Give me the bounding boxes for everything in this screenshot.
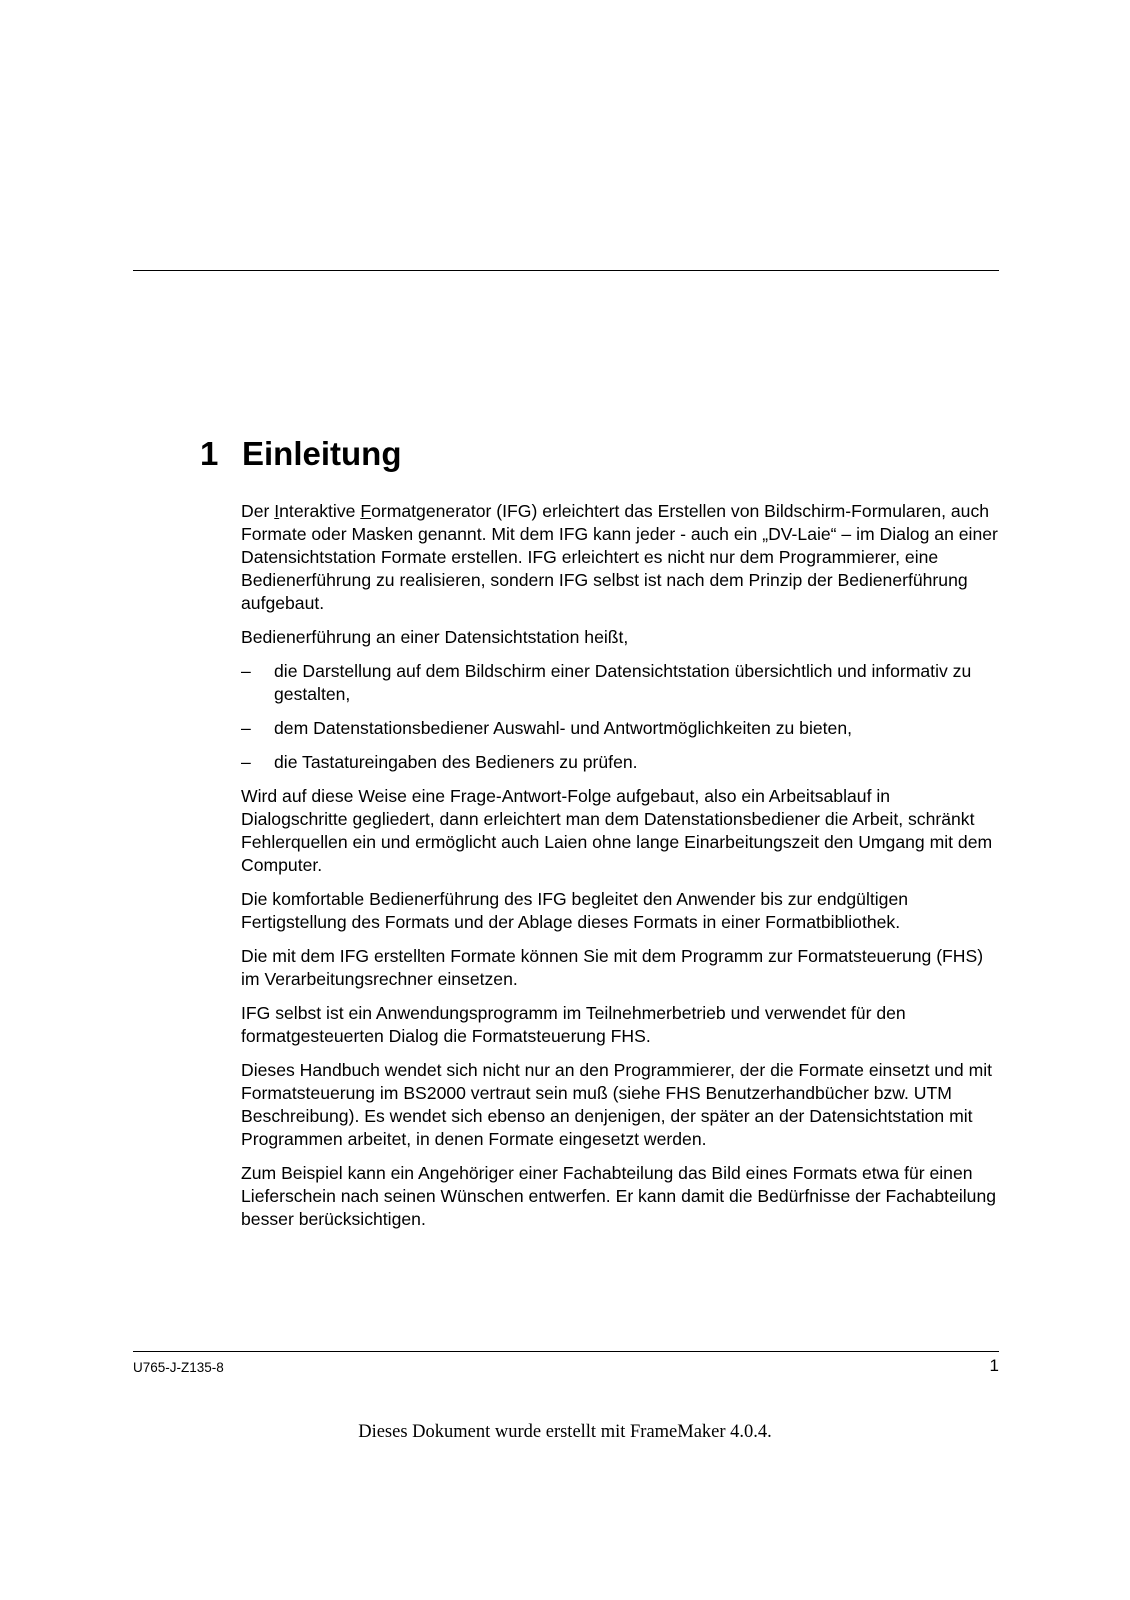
intro-paragraph <box>241 500 1001 615</box>
page-number: 1 <box>989 1356 999 1375</box>
body-paragraph: Die komfortable Bedienerführung des IFG begleitet den Anwender bis zur endgültigen Fertigstellung des Formats und der Ablage dieses Formats in einer Formatbibliothek. <box>241 889 909 932</box>
acronym-letter-i: I <box>274 501 280 521</box>
list-item <box>241 751 1001 774</box>
list-item-text: dem Datenstationsbediener Auswahl- und Antwortmöglichkeiten zu bieten, <box>274 718 853 738</box>
list-item-text: die Tastatureingaben des Bedieners zu prüfen. <box>274 752 638 772</box>
document-id: U765-J-Z135-8 <box>133 1360 224 1375</box>
list-item-text: die Darstellung auf dem Bildschirm einer Datensichtstation übersichtlich und informativ zu gestalten, <box>274 661 972 704</box>
body-text <box>241 500 1001 1242</box>
body-paragraph: Dieses Handbuch wendet sich nicht nur an den Programmierer, der die Formate einsetzt und mit Formatsteuerung im BS2000 vertraut sein muß (siehe FHS Benutzerhandbücher bzw. UTM Beschreibung). Es wendet sich ebenso an denjenigen, der später an der Datensichtstation mit Programmen arbeitet, in denen Formate eingesetzt werden. <box>241 1060 993 1149</box>
footer-rule <box>133 1351 999 1352</box>
bullet-list <box>241 660 1001 774</box>
dash-bullet: – <box>241 661 251 681</box>
intro-text-part: enerator (IFG) erleichtert das Erstellen von Bildschirm-Formularen, auch Formate oder Masken genannt. Mit dem IFG kann jeder - auch ein „DV-Laie“ – im Dialog an einer Datensichtstation Formate erstellen. IFG erleichtert es nicht nur dem Programmierer, eine Bedienerführung zu realisieren, sondern IFG selbst ist nach dem Prinzip der Bedienerführung aufgebaut. <box>241 501 998 613</box>
dash-bullet: – <box>241 752 251 772</box>
list-item <box>241 717 1001 740</box>
acronym-letter-g: g <box>416 501 426 521</box>
intro-text-part: ormat <box>371 501 417 521</box>
body-paragraph: Die mit dem IFG erstellten Formate können Sie mit dem Programm zur Formatsteuerung (FHS) im Verarbeitungsrechner einsetzen. <box>241 946 984 989</box>
chapter-heading <box>200 432 402 476</box>
header-rule <box>133 270 999 271</box>
intro-text-part: nteraktive <box>279 501 361 521</box>
dash-bullet: – <box>241 718 251 738</box>
chapter-title: Einleitung <box>242 435 402 472</box>
list-item <box>241 660 1001 706</box>
chapter-number: 1 <box>200 435 219 472</box>
body-paragraph: IFG selbst ist ein Anwendungsprogramm im Teilnehmerbetrieb und verwendet für den formatgesteuerten Dialog die Formatsteuerung FHS. <box>241 1003 906 1046</box>
acronym-letter-f: F <box>360 501 372 521</box>
list-intro: Bedienerführung an einer Datensichtstation heißt, <box>241 627 629 647</box>
generator-note: Dieses Dokument wurde erstellt mit FrameMaker 4.0.4. <box>358 1422 772 1442</box>
intro-text-part: Der <box>241 501 275 521</box>
body-paragraph: Wird auf diese Weise eine Frage-Antwort-Folge aufgebaut, also ein Arbeitsablauf in Dialogschritte gegliedert, dann erleichtert man dem Datenstationsbediener die Arbeit, schränkt Fehlerquellen ein und ermöglicht auch Laien ohne lange Einarbeitungszeit den Umgang mit dem Computer. <box>241 786 993 875</box>
body-paragraph: Zum Beispiel kann ein Angehöriger einer Fachabteilung das Bild eines Formats etwa für einen Lieferschein nach seinen Wünschen entwerfen. Er kann damit die Bedürfnisse der Fachabteilung besser berücksichtigen. <box>241 1163 997 1229</box>
